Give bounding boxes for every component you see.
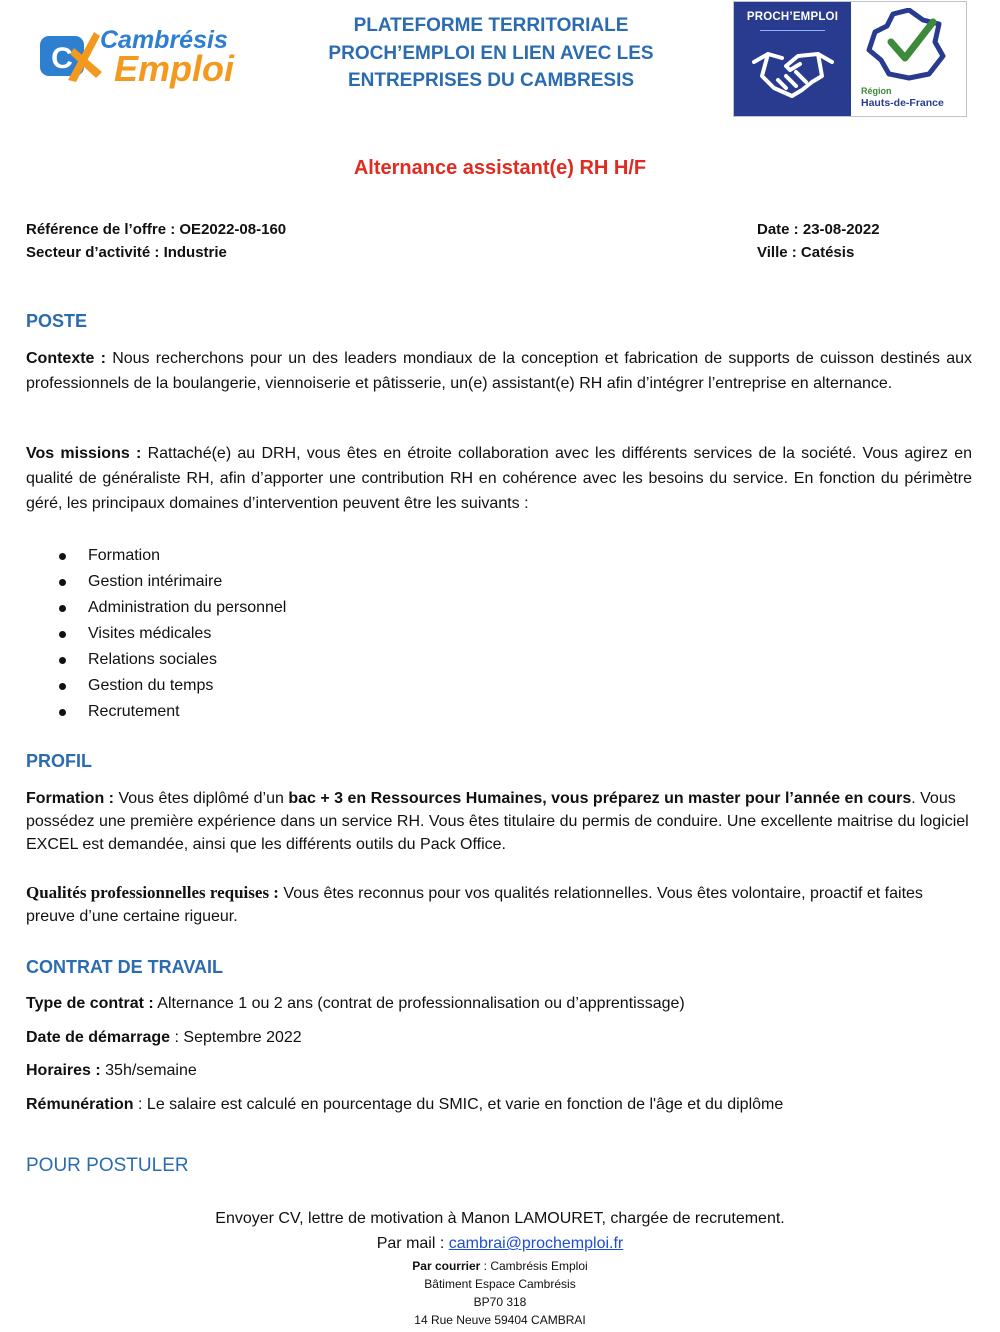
- region-label: Région: [861, 86, 892, 96]
- section-heading-postuler: POUR POSTULER: [26, 1155, 189, 1176]
- offer-date: [757, 218, 880, 241]
- contract-type: [26, 993, 685, 1015]
- hours-value: 35h/semaine: [100, 1062, 197, 1079]
- apply-instructions: Envoyer CV, lettre de motivation à Manon LAMOURET, chargée de recrutement.: [215, 1210, 785, 1227]
- pay-value: : Le salaire est calculé en pourcentage du SMIC, et varie en fonction de l'âge et du diplôme: [133, 1096, 784, 1113]
- email-link[interactable]: cambrai@prochemploi.fr: [448, 1235, 624, 1252]
- list-item-text: Recrutement: [88, 703, 180, 720]
- header-title-line: PLATEFORME TERRITORIALE: [353, 15, 629, 36]
- contract-type-label: Type de contrat :: [26, 995, 154, 1012]
- header-title-line: ENTREPRISES DU CAMBRESIS: [347, 70, 635, 91]
- context-paragraph: [26, 346, 972, 396]
- formation-label: Formation :: [26, 790, 114, 807]
- start-date: [26, 1027, 302, 1049]
- section-heading-profil: PROFIL: [26, 751, 92, 771]
- logo-text-cambresis: Cambrésis: [100, 26, 228, 54]
- list-item-text: Gestion du temps: [88, 677, 214, 694]
- address-line: Bâtiment Espace Cambrésis: [424, 1277, 576, 1291]
- date-value: 23-08-2022: [802, 221, 880, 238]
- prochemploi-logo-panel: [734, 2, 851, 116]
- job-title: Alternance assistant(e) RH H/F: [353, 157, 647, 179]
- working-hours: [26, 1060, 197, 1082]
- qualites-paragraph: [26, 881, 972, 928]
- prochemploi-brand: PROCH’EMPLOI: [746, 11, 839, 23]
- list-item: [26, 543, 286, 569]
- bullet-icon: [59, 553, 66, 560]
- context-label: Contexte :: [26, 350, 106, 367]
- handshake-icon: [752, 42, 834, 102]
- missions-text: Rattaché(e) au DRH, vous êtes en étroite collaboration avec les différents services de la société. Vous agirez en qualité de généraliste RH, afin d’apporter une contribution RH en cohérence avec les besoins du service. En fonction du périmètre géré, les principaux domaines d’intervention peuvent être les suivants :: [26, 445, 972, 512]
- list-item: [26, 621, 286, 647]
- reference-label: Référence de l’offre :: [26, 221, 176, 238]
- list-item-text: Formation: [88, 547, 161, 564]
- qualites-label: Qualités professionnelles requises :: [26, 883, 279, 902]
- domains-list: [26, 543, 286, 725]
- contract-type-value: Alternance 1 ou 2 ans (contrat de professionnalisation ou d’apprentissage): [153, 995, 685, 1012]
- mail-prefix: Par mail :: [376, 1235, 449, 1252]
- formation-post: . Vous possédez une première expérience dans un service RH. Vous êtes titulaire du permis de conduire. Une excellente maitrise du logiciel EXCEL est demandée, ainsi que les différents outils du Pack Office.: [26, 790, 969, 853]
- list-item: [26, 647, 286, 673]
- missions-label: Vos missions :: [26, 445, 142, 462]
- bullet-icon: [59, 579, 66, 586]
- offer-meta-left: [26, 218, 286, 264]
- reference-value: OE2022-08-160: [179, 221, 287, 238]
- remuneration: [26, 1094, 783, 1116]
- apply-by-mail: [0, 1233, 1000, 1255]
- pay-label: Rémunération: [26, 1096, 134, 1113]
- missions-paragraph: [26, 441, 972, 516]
- section-heading-contrat: CONTRAT DE TRAVAIL: [26, 957, 223, 977]
- qualites-text: Vous êtes reconnus pour vos qualités relationnelles. Vous êtes volontaire, proactif et faites preuve d’une certaine rigueur.: [26, 885, 923, 925]
- section-heading-poste: POSTE: [26, 311, 88, 331]
- courrier-value: : Cambrésis Emploi: [480, 1259, 588, 1273]
- courrier-label: Par courrier: [412, 1259, 481, 1273]
- prochemploi-region-logo: [733, 1, 967, 117]
- divider: [760, 30, 825, 31]
- region-name: Hauts-de-France: [861, 97, 944, 109]
- formation-paragraph: [26, 787, 972, 856]
- svg-text:C: C: [51, 42, 73, 75]
- start-date-value: : Septembre 2022: [170, 1029, 302, 1046]
- apply-by-post: [0, 1257, 1000, 1275]
- list-item-text: Administration du personnel: [88, 599, 287, 616]
- bullet-icon: [59, 683, 66, 690]
- header-title-line: PROCH’EMPLOI EN LIEN AVEC LES: [328, 42, 654, 64]
- city-value: Catésis: [800, 244, 855, 261]
- address-line: BP70 318: [473, 1295, 527, 1309]
- sector-label: Secteur d’activité :: [26, 244, 160, 261]
- context-text: Nous recherchons pour un des leaders mondiaux de la conception et fabrication de supports de cuisson destinés aux professionnels de la boulangerie, viennoiserie et pâtisserie, un(e) assistant(e) RH afin d’intégrer l’entreprise en alternance.: [26, 350, 972, 392]
- bullet-icon: [59, 631, 66, 638]
- sector-value: Industrie: [163, 244, 227, 261]
- list-item-text: Visites médicales: [88, 625, 212, 642]
- offer-sector: [26, 241, 286, 264]
- list-item-text: Gestion intérimaire: [88, 573, 223, 590]
- bullet-icon: [59, 605, 66, 612]
- formation-pre: Vous êtes diplômé d’un: [114, 790, 289, 807]
- formation-bold: bac + 3 en Ressources Humaines, vous préparez un master pour l’année en cours: [288, 790, 912, 807]
- start-date-label: Date de démarrage: [26, 1029, 171, 1046]
- offer-reference: [26, 218, 286, 241]
- logo-text-emploi: Emploi: [114, 48, 235, 89]
- hours-label: Horaires :: [26, 1062, 101, 1079]
- bullet-icon: [59, 709, 66, 716]
- bullet-icon: [59, 657, 66, 664]
- france-map-check-icon: [863, 8, 953, 84]
- city-label: Ville :: [757, 244, 797, 261]
- list-item: [26, 699, 286, 725]
- list-item: [26, 569, 286, 595]
- list-item: [26, 673, 286, 699]
- region-logo-panel: [851, 2, 966, 116]
- list-item-text: Relations sociales: [88, 651, 217, 668]
- cambresis-emploi-logo: [38, 24, 248, 94]
- list-item: [26, 595, 286, 621]
- date-label: Date :: [757, 221, 799, 238]
- header-title: [300, 12, 682, 95]
- address-line: 14 Rue Neuve 59404 CAMBRAI: [414, 1313, 586, 1327]
- offer-meta-right: [757, 218, 880, 264]
- offer-city: [757, 241, 880, 264]
